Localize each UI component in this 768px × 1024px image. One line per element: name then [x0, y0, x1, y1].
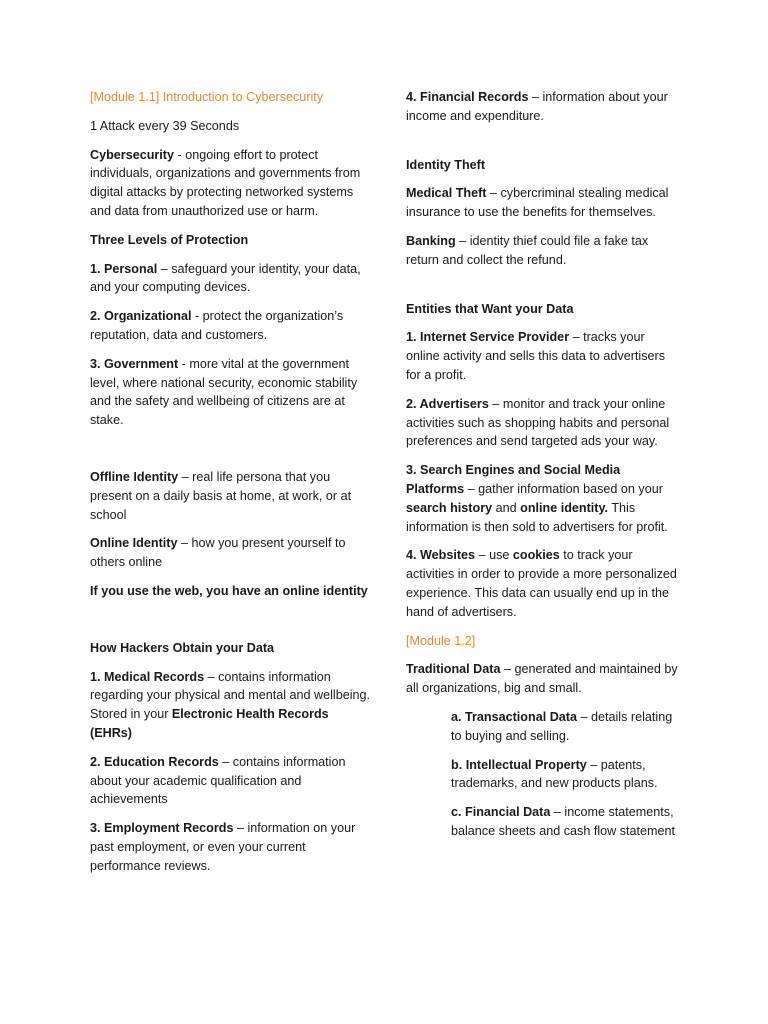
- offline-identity: Offline Identity – real life persona that you present on a daily basis at home, at work, or at school: [90, 469, 352, 522]
- cybersecurity-definition: Cybersecurity - ongoing effort to protect individuals, organizations and governments from digital attacks by protecting networked systems and data from unauthorized use or harm.: [90, 147, 361, 218]
- attack-stat: 1 Attack every 39 Seconds: [90, 118, 240, 133]
- medical-records: 1. Medical Records – contains information regarding your physical and mental and wellbeing. Stored in your Electronic Health Records (EHRs): [90, 669, 371, 740]
- financial-records: 4. Financial Records – information about your income and expenditure.: [406, 90, 668, 123]
- medical-theft: Medical Theft – cybercriminal stealing medical insurance to use the benefits for themselves.: [406, 186, 669, 220]
- hackers-heading: How Hackers Obtain your Data: [90, 640, 275, 655]
- sub-intellectual-property: b. Intellectual Property – patents, trademarks, and new products plans.: [451, 757, 658, 791]
- entities-heading: Entities that Want your Data: [406, 301, 574, 316]
- term: Cybersecurity: [90, 147, 174, 162]
- banking-theft: Banking – identity thief could file a fake tax return and collect the refund.: [406, 233, 649, 267]
- module-1-2-title: [Module 1.2]: [406, 633, 476, 648]
- sub-transactional-data: a. Transactional Data – details relating to buying and selling.: [451, 709, 673, 743]
- entity-search-engines: 3. Search Engines and Social Media Platforms – gather information based on your search history and online identity. This information is then sold to advertisers for profit.: [406, 463, 668, 534]
- left-column: [90, 88, 372, 886]
- level-personal: 1. Personal – safeguard your identity, your data, and your computing devices.: [90, 261, 361, 295]
- module-1-1-title: [Module 1.1] Introduction to Cybersecurity: [90, 90, 324, 104]
- identity-theft-heading: Identity Theft: [406, 157, 486, 172]
- right-column: [406, 88, 678, 851]
- sub-financial-data: c. Financial Data – income statements, balance sheets and cash flow statement: [451, 805, 676, 838]
- entity-websites: 4. Websites – use cookies to track your activities in order to provide a more personalized experience. This data can usually end up in the hand of advertisers.: [406, 548, 677, 619]
- education-records: 2. Education Records – contains information about your academic qualification and achievements: [90, 754, 346, 807]
- entity-isp: 1. Internet Service Provider – tracks your online activity and sells this data to advertisers for a profit.: [406, 330, 666, 382]
- web-statement: If you use the web, you have an online identity: [90, 583, 368, 598]
- levels-heading: Three Levels of Protection: [90, 232, 249, 247]
- level-government: 3. Government - more vital at the government level, where national security, economic stability and the safety and wellbeing of citizens are at stake.: [90, 356, 358, 428]
- level-organizational: 2. Organizational - protect the organization’s reputation, data and customers.: [90, 309, 344, 342]
- online-identity: Online Identity – how you present yourself to others online: [90, 536, 346, 570]
- entity-advertisers: 2. Advertisers – monitor and track your online activities such as shopping habits and personal preferences and send targeted ads your way.: [406, 396, 670, 449]
- traditional-data: Traditional Data – generated and maintained by all organizations, big and small.: [406, 662, 678, 696]
- employment-records: 3. Employment Records – information on your past employment, or even your current performance reviews.: [90, 821, 356, 873]
